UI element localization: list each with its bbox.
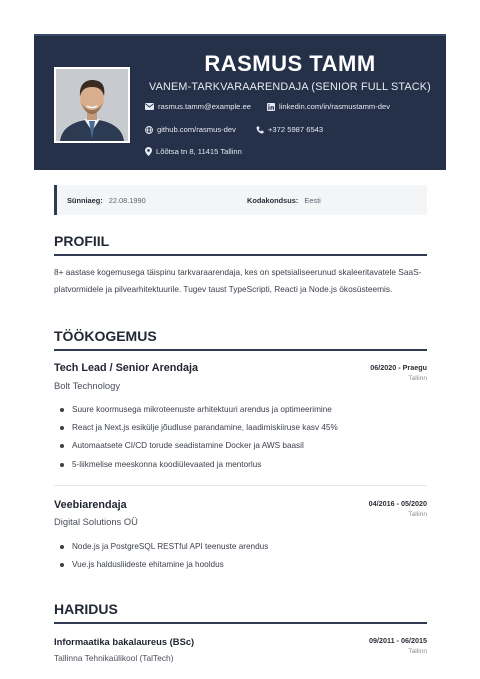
profile-heading: PROFIIL xyxy=(54,233,110,249)
list-item: Automaatsete CI/CD torude seadistamine Docker ja AWS baasil xyxy=(60,437,430,455)
candidate-title: VANEM-TARKVARAARENDAJA (SENIOR FULL STACK) xyxy=(149,81,431,93)
envelope-icon xyxy=(145,103,154,110)
job-dates: 04/2016 - 05/2020 xyxy=(368,499,427,508)
linkedin-icon xyxy=(267,103,275,111)
experience-divider xyxy=(54,349,427,351)
list-item: Suure koormusega mikroteenuste arhitektuuri arendus ja optimeerimine xyxy=(60,401,430,419)
address-contact xyxy=(145,147,242,156)
job-location: Tallinn xyxy=(408,375,427,382)
email-contact[interactable] xyxy=(145,102,251,111)
list-item: Vue.js haldusliideste ehitamine ja hooldus xyxy=(60,556,430,574)
citizenship-label: Kodakondsus: xyxy=(247,196,299,205)
email-text: rasmus.tamm@example.ee xyxy=(158,102,251,111)
resume-header xyxy=(34,34,446,170)
github-text: github.com/rasmus-dev xyxy=(157,125,236,134)
linkedin-text: linkedin.com/in/rasmustamm-dev xyxy=(279,102,390,111)
birth-date-label: Sünniaeg: xyxy=(67,196,103,205)
citizenship-value: Eesti xyxy=(304,196,321,205)
phone-text: +372 5987 6543 xyxy=(268,125,324,134)
job-location: Tallinn xyxy=(408,511,427,518)
education-degree: Informaatika bakalaureus (BSc) xyxy=(54,636,195,647)
citizenship xyxy=(247,196,321,205)
location-pin-icon xyxy=(145,147,152,156)
phone-contact[interactable] xyxy=(256,125,323,134)
birth-date-value: 22.08.1990 xyxy=(108,196,146,205)
linkedin-contact[interactable] xyxy=(267,102,390,111)
globe-icon xyxy=(145,126,153,134)
education-divider xyxy=(54,622,427,624)
job-bullet-list xyxy=(60,401,430,474)
phone-icon xyxy=(256,126,264,134)
candidate-name: RASMUS TAMM xyxy=(204,51,376,76)
job-company: Bolt Technology xyxy=(54,380,121,391)
profile-photo-image xyxy=(56,69,128,141)
education-dates: 09/2011 - 06/2015 xyxy=(369,636,427,645)
job-dates: 06/2020 - Praegu xyxy=(370,363,427,372)
personal-info-bar xyxy=(54,185,427,215)
education-heading: HARIDUS xyxy=(54,601,118,617)
address-text: Lõõtsa tn 8, 11415 Tallinn xyxy=(156,147,242,156)
job-separator xyxy=(54,485,427,486)
github-contact[interactable] xyxy=(145,125,236,134)
job-company: Digital Solutions OÜ xyxy=(54,516,138,527)
job-title: Veebiarendaja xyxy=(54,499,127,511)
birth-date xyxy=(67,196,146,205)
job-title: Tech Lead / Senior Arendaja xyxy=(54,362,198,374)
education-school: Tallinna Tehnikaülikool (TalTech) xyxy=(54,653,174,663)
profile-photo xyxy=(54,67,130,143)
list-item: React ja Next.js esikülje jõudluse parandamine, laadimiskiiruse kasv 45% xyxy=(60,419,430,437)
list-item: 5-liikmelise meeskonna koodiülevaated ja mentorlus xyxy=(60,456,430,474)
job-bullet-list xyxy=(60,538,430,574)
profile-divider xyxy=(54,254,427,256)
profile-summary: 8+ aastase kogemusega täispinu tarkvaraarendaja, kes on spetsialiseerunud skaleeritavatele SaaS-platvormidele ja pilvearhitektuurile. Tugev taust TypeScripti, Reacti ja Node.js ökosüsteemis. xyxy=(54,267,422,294)
list-item: Node.js ja PostgreSQL RESTful API teenuste arendus xyxy=(60,538,430,556)
experience-heading: TÖÖKOGEMUS xyxy=(54,328,157,344)
education-location: Tallinn xyxy=(408,648,427,655)
